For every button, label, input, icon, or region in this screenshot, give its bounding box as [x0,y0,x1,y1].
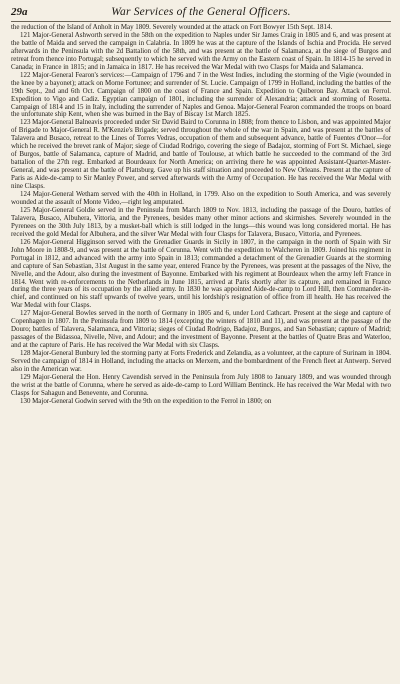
paragraph-127: 127 Major-General Bowles served in the north of Germany in 1805 and 6, under Lord Cathcart. Present at the siege and capture of Copenhagen in 1807. In the Peninsula from 1809 to 1814 (excepting the winters of 1810 and 11), and was present at the passage of the Douro; battles of Talavera, Salamanca, and Vittoria; sieges of Ciudad Rodrigo, Badajoz, Burgos, and San Sebastian; capture of Madrid; passages of the Bidassoa, Nivelle, Nive, and Adour; and the investment of Bayonne. Present at the battles of Quatre Bras and Waterloo, and at the capture of Paris. He has received the War Medal with six Clasps. [11,309,391,350]
body-text [11,24,391,406]
paragraph-126: 126 Major-General Higginson served with the Grenadier Guards in Sicily in 1807, in the campaign in the north of Spain with Sir John Moore in 1808-9, and was present at the battle of Corunna. Went with the expedition to Walcheren in 1809. Joined his regiment in Portugal in 1812, and advanced with the army into Spain in 1813; commanded a detachment of the Grenadier Guards at the storming and capture of San Sebastian, 31st August in the same year, entered France by the Pyrenees, was present at the passages of the Nive, the Nivelle, and the Adour, also during the investment of Bayonne. Embarked with his regiment at Bourdeaux when the army left France in 1814. Went with re-enforcements to the Netherlands in June 1815, arrived at Paris shortly after its capture, and remained in France during the three years of its occupation by the allied army. In 1830 he was appointed Aide-de-camp to Lord Hill, then Commander-in-chief, and continued on his staff upwards of twelve years, until his lordship's resignation of office from ill health. He has received the War Medal with four Clasps. [11,237,391,310]
page-number: 29a [11,6,28,18]
paragraph-124: 124 Major-General Wetham served with the 40th in Holland, in 1799. Also on the expedition to South America, and was severely wounded at the assault of Monte Video,—right leg amputated. [11,190,391,206]
running-head [11,6,391,22]
paragraph-122: 122 Major-General Fearon's services:—Campaign of 1796 and 7 in the West Indies, including the storming of the Vigie (wounded in the knee by a bayonet); attack on Morne Fortunee; and surrender of St. Lucie. Campaign of 1799 in Holland, including the battles of the 19th Sept., 2nd and 6th Oct. Campaign of 1800 on the coast of France and Spain. Expedition to Quiberon Bay. Attack on Ferrol. Expedition to Vigo and Cadiz. Egyptian campaign of 1801, including the surrender of Alexandria; attack and storming of Rosetta. Campaign of 1814 and 15 in Italy, including the surrender of Naples and Genoa. Major-General Fearon commanded the troops on board the unfortunate ship Kent, when she was burned in the Bay of Biscay 1st March 1825. [11,70,391,119]
paragraph-129: 129 Major-General the Hon. Henry Cavendish served in the Peninsula from July 1808 to January 1809, and was wounded through the wrist at the battle of Corunna, where he served as aide-de-camp to Lord William Bentinck. He has received the War Medal with two Clasps for Sahagun and Benevente, and Corunna. [11,372,391,397]
paragraph-128: 128 Major-General Bunbury led the storming party at Forts Frederick and Zelandia, as a volunteer, at the capture of Surinam in 1804. Served the campaign of 1814 in Holland, including the attacks on Merxem, and the bombardment of the French fleet at Antwerp. Served also in the American war. [11,349,391,373]
paragraph-130: 130 Major-General Godwin served with the 9th on the expedition to the Ferrol in 1800; on [20,396,272,405]
page-title: War Services of the General Officers. [111,6,291,18]
paragraph-121: 121 Major-General Ashworth served in the 58th on the expedition to Naples under Sir James Craig in 1805 and 6, and was present at the battle of Maida and served the campaign in Calabria. In 1809 he was at the capture of the Islands of Ischia and Procida. He served afterwards in the Peninsula with the 2d Battalion of the 58th, and was present at the battle of Salamanca, at the siege of Burgos and retreat from thence into Portugal; subsequently to which he served with the Army on the Eastern coast of Spain. In 1814-15 he served in Canada; in France in 1815; and in Jamaica in 1817. He has received the War Medal with two Clasps for Maida and Salamanca. [11,30,391,71]
paragraph-125: 125 Major-General Goldie served in the Peninsula from March 1809 to Nov. 1813, including the passage of the Douro, battles of Talavera, Busaco, Albuhera, Vittoria, and the Pyrenees, besides many other minor actions and skirmishes. Severely wounded in the Pyrenees on the 30th July 1813, by a musket-ball which is still lodged in the lungs—this wound was long considered mortal. He has received the gold Medal for Albuhera, and the silver War Medal with four Clasps for Talavera, Busaco, Vittoria, and Pyrenees. [11,205,391,238]
paragraph-123: 123 Major-General Balneavis proceeded under Sir David Baird to Corunna in 1808; from thence to Lisbon, and was appointed Major of Brigade to Major-General R. M'Kenzie's Brigade; served throughout the whole of the war in Spain, and was present at the battles of Talavera and Busaco, retreat to the Lines of Torres Vedras, occupation of them and subsequent advance, battle of Fuentes d'Onor—for which he received the brevet rank of Major; siege of Ciudad Rodrigo, covering the siege of Badajoz, storming of Fort St. Michael, siege of Burgos, battle of Salamanca, capture of Madrid, and battle of Toulouse, at which battle he succeeded to the command of the 3rd battalion of the 27th regt. Embarked at Bourdeaux for North America; on arriving there he was appointed Assistant-Quarter-Master-General, and was present at the battle of Plattsburg. Gave up his staff situation and proceeded to New Orleans. Present at the capture of Paris as Aide-de-camp to Sir Manley Power, and served afterwards with the Army of Occupation. He has received the War Medal with nine Clasps. [11,118,391,191]
paragraph-continuation: the reduction of the Island of Anholt in May 1809. Severely wounded at the attack on Fort Bowyer 15th Sept. 1814. [11,23,333,31]
